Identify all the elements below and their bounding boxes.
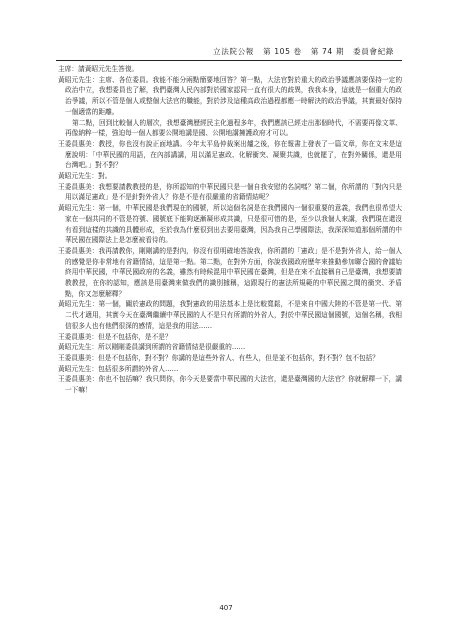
issue-label: 第 74 期 — [310, 47, 345, 56]
speech-text: 我再請教你，剛剛講的是對內，你沒有很明確地答說我，你所謂的「憲政」是不是對外省人，給一個人的感覺是你非常地有省籍情結，這是第一點。第二點，在對外方面，你說我國政府歷年來推動參加聯合國的會議始終用中華民國，中華民國政府的名義，雖然有時候混用中華民國在臺灣，但是在來不直接稱自己是臺灣，我想要請教教授，在你的認知，應該是用臺灣來做我們的識別據稱，這跟現行的憲法所規範的中華民國之間的衝突、矛盾點，你又怎麼解釋？ — [65, 246, 403, 298]
speaker-name: 王委員惠美： — [58, 375, 99, 384]
speaker-name: 黃昭元先生： — [58, 172, 99, 181]
transcript-paragraph — [58, 182, 402, 203]
speech-text: 所以剛剛委員講到所謂的省籍情結是很嚴重的…… — [98, 343, 246, 352]
transcript-paragraph — [58, 203, 402, 246]
speech-text: 主席、各位委員。我能不能分兩點簡要地回答？第一點，大法官對於重大的政治爭議應該要保持一定的政治中立，我想委員也了解，我們臺灣人民內部對於國家認同一直有很大的歧異，我我本身，這就是一個重大的政治爭議，所以不管是個人或整個大法官的職能，對於涉及這種高政治過程都應一時解決的政治爭議，其實最好保持一個適當的距離。 — [65, 75, 403, 116]
header-rule — [56, 60, 402, 61]
transcript-paragraph — [58, 64, 402, 75]
transcript-paragraph — [58, 75, 402, 118]
speech-text: 第一個，中華民國是我們現在的國號，所以這個名詞是在我們國內一個很重要的意義，我們也很希望大家在一個共同的不管是符號、國號底下能夠逐漸凝形成共識，只是很可惜的是，至少以我個人來講，我們現在還沒有看到這樣的共識的具體形成，至於我為什麼很到出去要用臺灣，因為我自己學國際法，我深深知道那個所謂的中華民國在國際法上是怎麼被看待的。 — [65, 204, 403, 245]
transcript-paragraph — [58, 353, 402, 364]
speaker-name: 黃昭元先生： — [58, 343, 99, 352]
speech-text: 請黃昭元先生答復。 — [78, 65, 139, 73]
transcript-paragraph — [58, 299, 402, 331]
speaker-name: 主席： — [58, 65, 79, 73]
speech-text: 第一個，關於憲政的問題，我對憲政的用法基本上是比較寬鬆，不是來自中國大陸的不管是第一代、第二代才適用，其實今天在臺灣繼續中華民國的人不是只有所謂的外省人，對於中華民國這個國號，這個名稱，我相信很多人也有他們很深的感情，這是我的用法…… — [65, 300, 403, 330]
speaker-name: 王委員惠美： — [58, 182, 99, 191]
speech-text: 對。 — [98, 172, 112, 181]
speaker-name: 黃昭元先生： — [58, 364, 99, 373]
section-label: 委員會紀錄 — [353, 47, 394, 56]
transcript-paragraph — [58, 171, 402, 182]
transcript-paragraph — [58, 364, 402, 375]
speech-text: 教授，你也沒有說正面地講。今年太平島仲裁案出爐之後，你在報書上發表了一篇文章，你在文末是這麼說明：「中華民國的用語，在內部講講，用以滿足憲政、化解衝突、凝聚共識，也就罷了，在對外關係，還是用台灣吧。」對不對？ — [65, 139, 403, 170]
publication-title: 立法院公報 — [213, 47, 254, 56]
paragraph-text: 第二點，回到比較個人的層次，我想臺灣歷經民主化過程多年，我們應該已經走出那個時代，不需要再像文革、再像納粹一樣，強迫每一個人都要公開地講是國、公開地講擁護政府才可以。 — [65, 118, 402, 138]
volume-label: 第 105 卷 — [263, 47, 302, 56]
page-footer — [0, 604, 452, 612]
speaker-name: 黃昭元先生： — [58, 300, 99, 309]
transcript-paragraph — [58, 118, 402, 139]
speaker-name: 黃昭元先生： — [58, 75, 99, 84]
speaker-name: 王委員惠美： — [58, 139, 99, 148]
speaker-name: 王委員惠美： — [58, 246, 99, 255]
speaker-name: 黃昭元先生： — [58, 204, 99, 213]
speaker-name: 王委員惠美： — [58, 353, 99, 362]
page-number: 407 — [219, 604, 233, 612]
transcript-paragraph — [58, 332, 402, 343]
speech-text: 我想要請教教授的是，你所認知的中華民國只是一個自我安慰的名詞嗎？第二個，你所謂的「對內只是用以滿足憲政」是不是針對外省人？你是不是有很嚴重的省籍情結呢？ — [65, 182, 403, 202]
page-header — [207, 46, 394, 57]
transcript-paragraph — [58, 374, 402, 395]
speech-text: 你也不包括嘛？我只問你，你今天是要當中華民國的大法官，還是臺灣國的大法官？你就解釋一下，講一下嘛！ — [65, 375, 403, 395]
speaker-name: 王委員惠美： — [58, 332, 99, 341]
speech-text: 但是不包括你，是不是？ — [98, 332, 172, 341]
transcript-paragraph — [58, 246, 402, 300]
transcript-paragraph — [58, 139, 402, 171]
speech-text: 包括很多所謂的外省人…… — [98, 364, 179, 373]
transcript-paragraph — [58, 342, 402, 353]
speech-text: 但是不包括你，對不對？你講的是這些外省人、有些人，但是並不包括你，對不對？包不包括？ — [98, 353, 379, 362]
transcript-body — [58, 64, 402, 396]
